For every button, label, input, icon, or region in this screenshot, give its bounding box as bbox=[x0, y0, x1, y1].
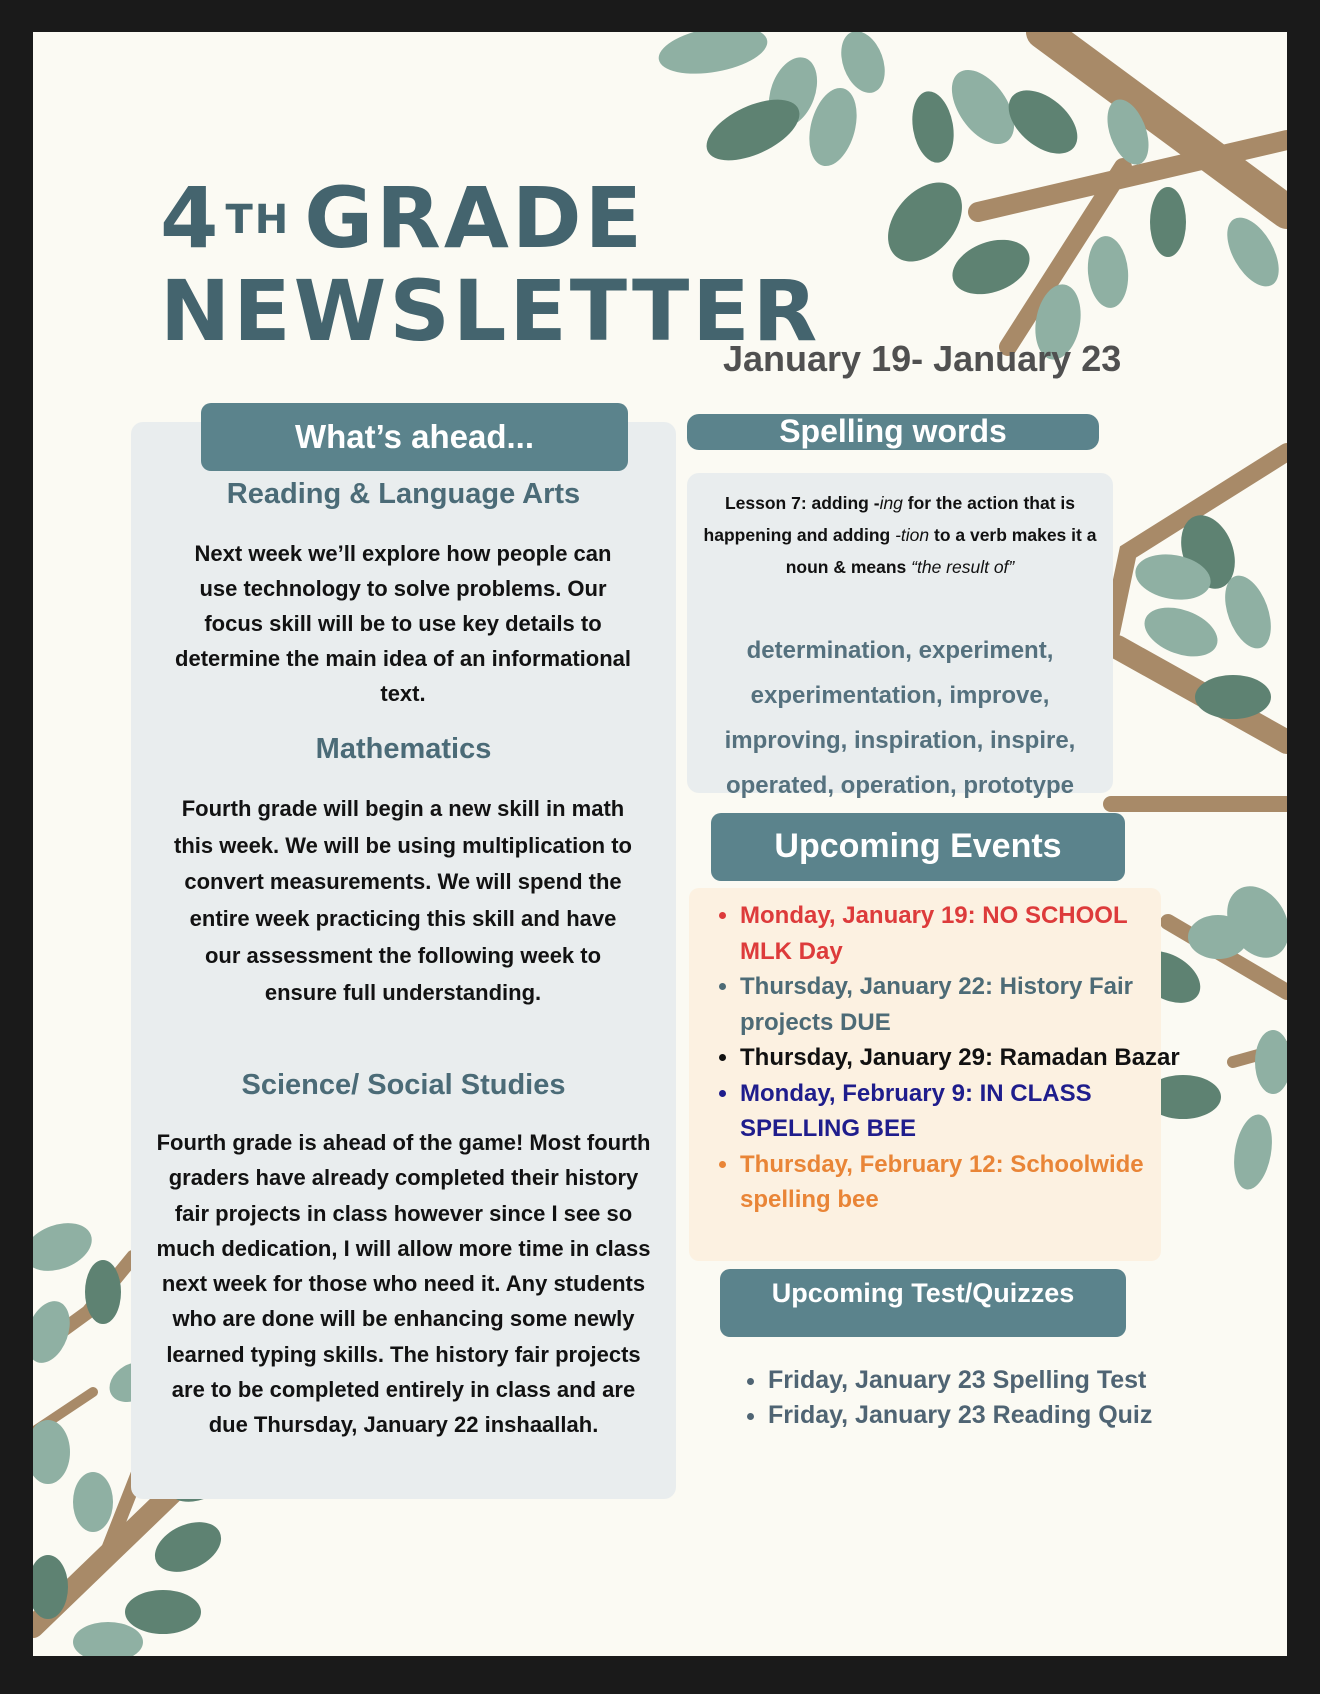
spelling-lesson bbox=[695, 487, 1105, 583]
title-newsletter-word: NEWSLETTER bbox=[160, 262, 821, 360]
date-range: January 19- January 23 bbox=[723, 338, 1122, 379]
lesson-text-b: for the action that is happening and adding bbox=[703, 493, 1076, 545]
newsletter-page bbox=[33, 32, 1287, 1656]
lesson-text-a: Lesson 7: adding - bbox=[724, 493, 880, 513]
events-heading: Upcoming Events bbox=[711, 813, 1125, 881]
reading-text: Next week we’ll explore how people can use technology to solve problems. Our focus skill will be to use key details to determine the main idea of an informational text. bbox=[175, 541, 631, 706]
event-item: • Thursday, January 29: Ramadan Bazar bbox=[740, 1040, 1180, 1076]
math-text: Fourth grade will begin a new skill in math this week. We will be using multiplication to convert measurements. We will spend the entire week practicing this skill and have our assessment the following week to ensure full understanding. bbox=[174, 796, 632, 1005]
test-item: • Friday, January 23 Reading Quiz bbox=[768, 1398, 1188, 1433]
events-list bbox=[718, 898, 1180, 1218]
spelling-heading: Spelling words bbox=[687, 414, 1099, 450]
math-heading: Mathematics bbox=[315, 733, 492, 765]
science-heading: Science/ Social Studies bbox=[241, 1069, 566, 1101]
spelling-words: determination, experiment, experimentation, improve, improving, inspiration, inspire, operated, operation, prototype bbox=[724, 637, 1076, 799]
title-superscript: TH bbox=[225, 197, 291, 243]
event-item: • Monday, January 19: NO SCHOOL MLK Day bbox=[740, 898, 1180, 969]
lesson-suffix-ing: ing bbox=[879, 493, 903, 513]
title-grade-number: 4 bbox=[160, 169, 222, 267]
title-grade-word: GRADE bbox=[304, 169, 645, 267]
lesson-quote: “the result of” bbox=[911, 557, 1015, 577]
reading-heading: Reading & Language Arts bbox=[226, 478, 581, 510]
event-item: • Thursday, February 12: Schoolwide spelling bee bbox=[740, 1147, 1180, 1218]
newsletter-title bbox=[160, 169, 821, 360]
whats-ahead-heading: What’s ahead... bbox=[201, 403, 628, 471]
event-item: • Monday, February 9: IN CLASS SPELLING BEE bbox=[740, 1076, 1180, 1147]
science-text: Fourth grade is ahead of the game! Most fourth graders have already completed their history fair projects in class however since I see so much dedication, I will allow more time in class next week for those who need it. Any students who are done will be enhancing some newly learned typing skills. The history fair projects are to be completed entirely in class and are due Thursday, January 22 inshaallah. bbox=[156, 1130, 651, 1438]
tests-heading: Upcoming Test/Quizzes bbox=[720, 1269, 1126, 1337]
event-item: • Thursday, January 22: History Fair projects DUE bbox=[740, 969, 1180, 1040]
tests-list bbox=[746, 1363, 1188, 1433]
test-item: • Friday, January 23 Spelling Test bbox=[768, 1363, 1188, 1398]
lesson-suffix-tion: -tion bbox=[895, 525, 930, 545]
lesson-text-c: to a verb makes it a noun & means bbox=[785, 525, 1097, 577]
